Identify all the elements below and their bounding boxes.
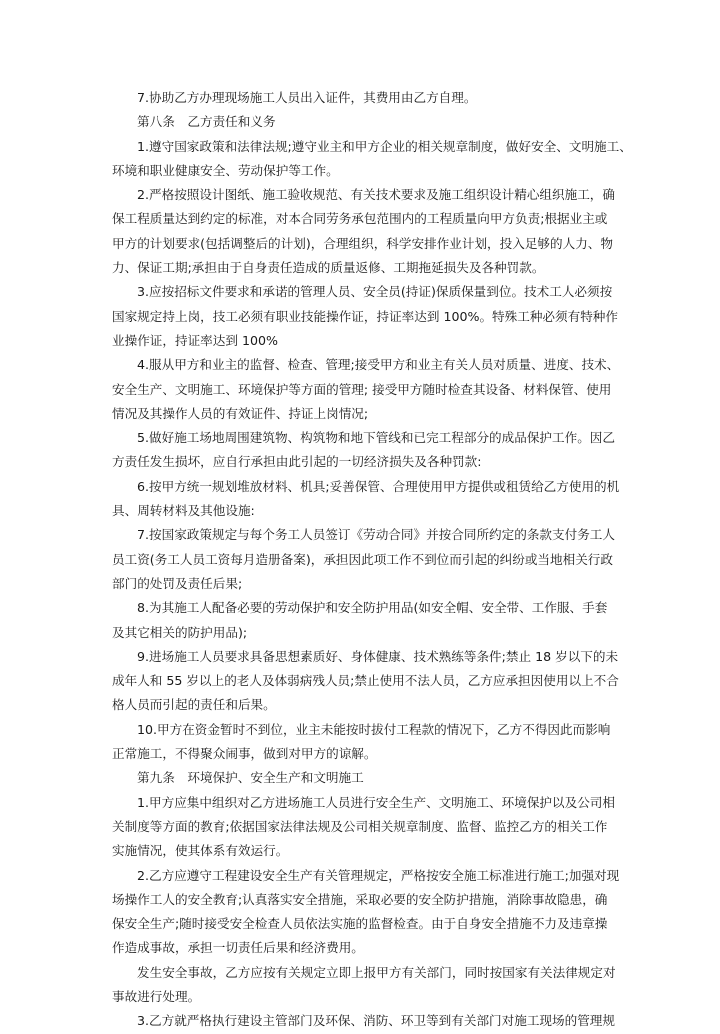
text-line: 10.甲方在资金暂时不到位，业主未能按时拔付工程款的情况下，乙方不得因此而影响 [137,721,611,737]
text-line: 9.进场施工人员要求具备思想素质好、身体健康、技术熟练等条件;禁止 18 岁以下的未 [137,648,619,664]
text-line: 5.做好施工场地周围建筑物、构筑物和地下管线和已完工程部分的成品保护工作。因乙 [137,430,615,446]
document-page [112,86,632,1034]
text-line: 3.应按招标文件要求和承诺的管理人员、安全员(持证)保质保量到位。技术工人必须按 [137,284,613,300]
text-line: 场操作工人的安全教育;认真落实安全措施，采取必要的安全防护措施，消除事故隐患，确 [112,891,608,907]
text-line: 3.乙方就严格执行建设主管部门及环保、消防、环卫等到有关部门对施工现场的管理规 [137,1013,615,1029]
text-line: 1.遵守国家政策和法律法规;遵守业主和甲方企业的相关规章制度，做好安全、文明施工、 [137,138,632,154]
text-line: 7.协助乙方办理现场施工人员出入证件，其费用由乙方自理。 [137,90,477,105]
text-line: 2.乙方应遵守工程建设安全生产有关管理规定，严格按安全施工标准进行施工;加强对现 [137,867,620,883]
text-line: 实施情况，使其体系有效运行。 [112,843,289,859]
text-line: 员工资(务工人员工资每月造册备案)，承担因此项工作不到位而引起的纠纷或当地相关行政 [112,551,613,567]
text-line: 2.严格按照设计图纸、施工验收规范、有关技术要求及施工组织设计精心组织施工，确 [137,187,615,203]
text-line: 格人员而引起的责任和后果。 [112,697,276,713]
text-line: 业操作证，持证率达到 100% [112,332,278,348]
text-line: 具、周转材料及其他设施: [112,503,255,519]
text-line: 1.甲方应集中组织对乙方进场施工人员进行安全生产、文明施工、环境保护以及公司相 [137,794,615,810]
text-line: 正常施工，不得聚众闹事，做到对甲方的谅解。 [112,746,377,762]
text-line: 发生安全事故，乙方应按有关规定立即上报甲方有关部门，同时按国家有关法律规定对 [137,964,616,980]
text-line: 成年人和 55 岁以上的老人及体弱病残人员;禁止使用不法人员，乙方应承担因使用以上不合 [112,673,619,689]
section-heading: 第九条 环境保护、安全生产和文明施工 [137,770,364,786]
text-line: 6.按甲方统一规划堆放材料、机具;妥善保管、合理使用甲方提供或租赁给乙方使用的机 [137,478,620,494]
text-line: 关制度等方面的教育;依据国家法律法规及公司相关规章制度、监督、监控乙方的相关工作 [112,818,608,834]
text-line: 部门的处罚及责任后果; [112,575,243,591]
text-line: 保安全生产;随时接受安全检查人员依法实施的监督检查。由于自身安全措施不力及违章操 [112,916,608,932]
text-line: 安全生产、文明施工、环境保护等方面的管理; 接受甲方随时检查其设备、材料保管、使用 [112,381,612,397]
section-heading: 第八条 乙方责任和义务 [137,114,276,130]
text-line: 4.服从甲方和业主的监督、检查、管理;接受甲方和业主有关人员对质量、进度、技术、 [137,357,620,373]
text-line: 7.按国家政策规定与每个务工人员签订《劳动合同》并按合同所约定的条款支付务工人 [137,527,615,543]
text-line: 及其它相关的防护用品); [112,624,248,640]
text-line: 8.为其施工人配备必要的劳动保护和安全防护用品(如安全帽、安全带、工作服、手套 [137,600,608,616]
text-line: 保工程质量达到约定的标准，对本合同劳务承包范围内的工程质量向甲方负责;根据业主或 [112,211,608,227]
text-line: 国家规定持上岗，技工必须有职业技能操作证，持证率达到 100%。特殊工种必须有特种作 [112,308,618,324]
text-line: 力、保证工期;承担由于自身责任造成的质量返修、工期拖延损失及各种罚款。 [112,260,545,276]
text-line: 事故进行处理。 [112,988,201,1004]
text-line: 方责任发生损坏，应自行承担由此引起的一切经济损失及各种罚款: [112,454,482,470]
text-line: 甲方的计划要求(包括调整后的计划)，合理组织，科学安排作业计划，投入足够的人力、物 [112,235,613,251]
text-line: 情况及其操作人员的有效证件、持证上岗情况; [112,405,369,421]
text-line: 环境和职业健康安全、劳动保护等工作。 [112,162,339,178]
text-line: 作造成事故，承担一切责任后果和经济费用。 [112,940,364,956]
